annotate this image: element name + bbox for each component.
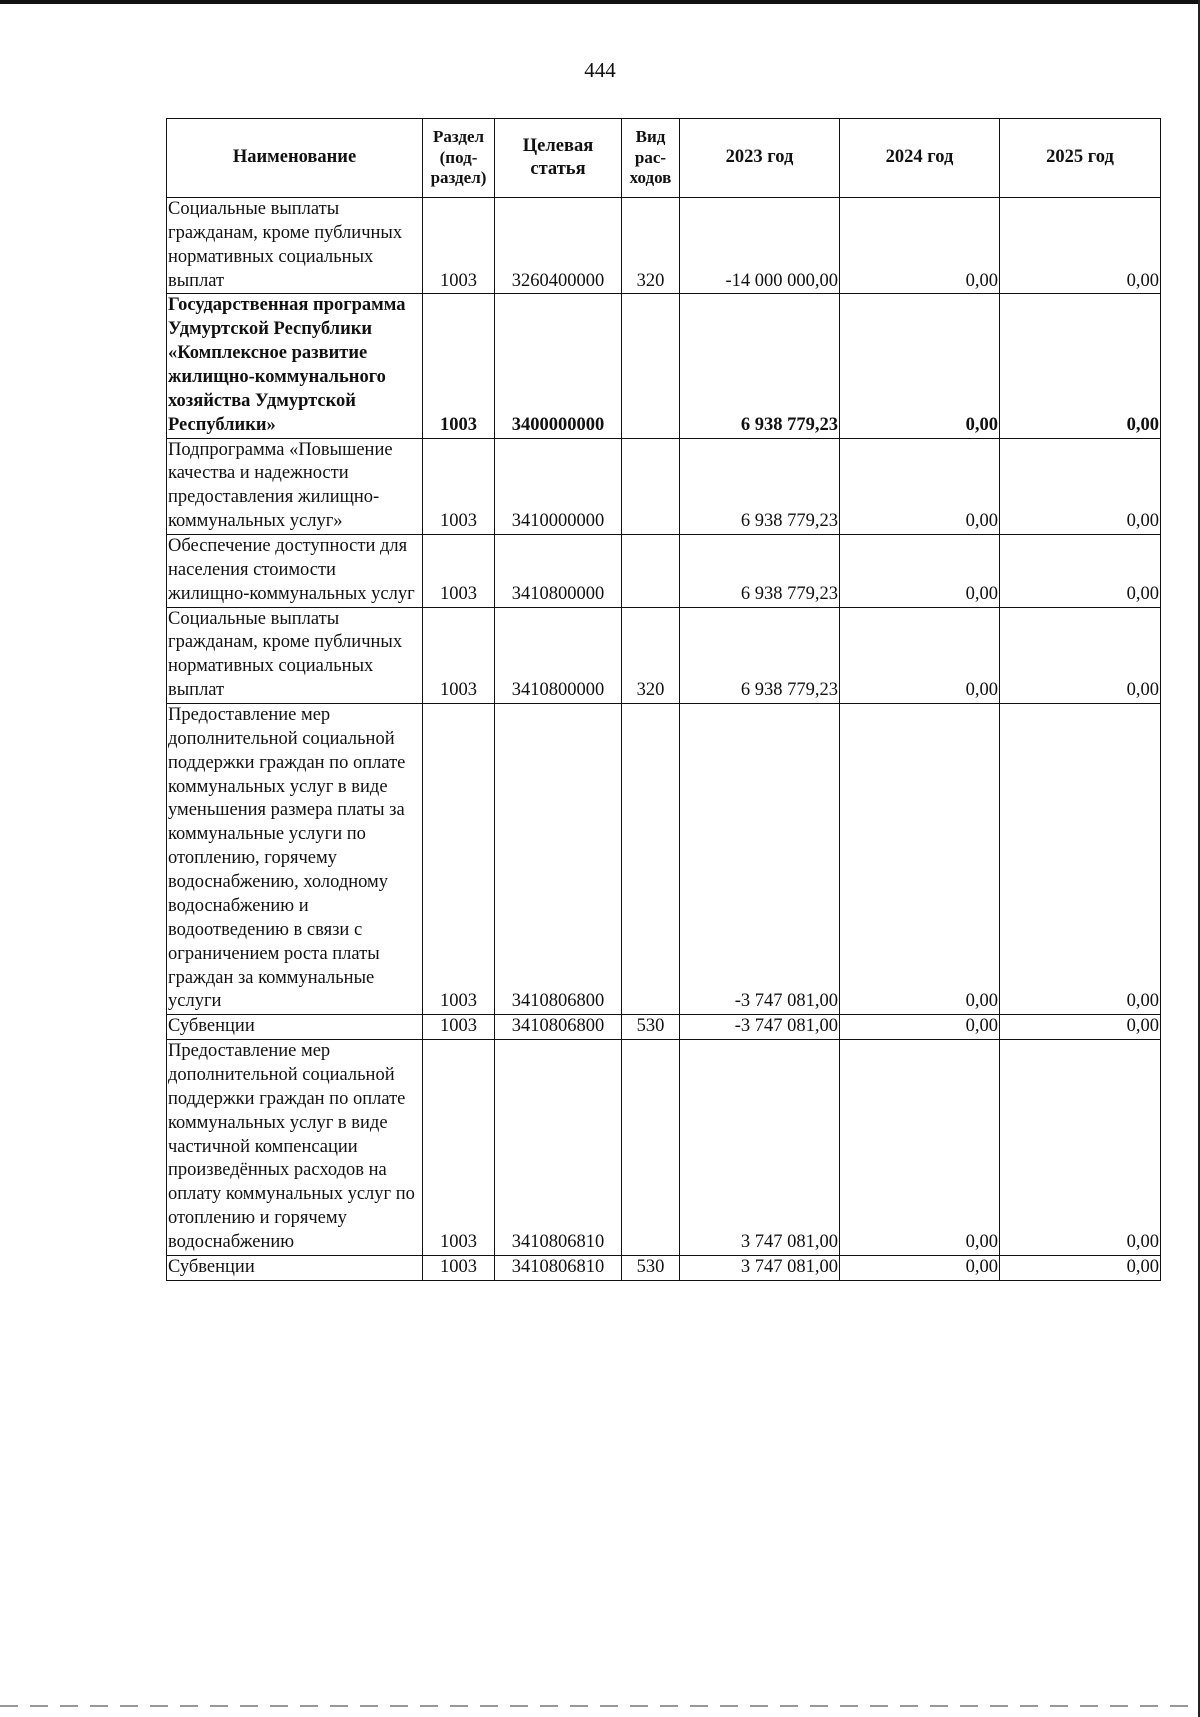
cell-2024: 0,00	[840, 1255, 1000, 1280]
table-row	[167, 1255, 1161, 1280]
cell-celevaya: 3410806800	[495, 1015, 622, 1040]
cell-name: Государственная программа Удмуртской Республики «Комплексное развитие жилищно-коммунального хозяйства Удмуртской Республики»	[167, 294, 423, 438]
cell-2025: 0,00	[1000, 607, 1161, 703]
cell-2023: 6 938 779,23	[680, 535, 840, 608]
cell-2023: 3 747 081,00	[680, 1255, 840, 1280]
table-row	[167, 1015, 1161, 1040]
header-vid: Вид рас-ходов	[622, 119, 680, 198]
cell-vid	[622, 535, 680, 608]
cell-name: Предоставление мер дополнительной социальной поддержки граждан по оплате коммунальных услуг в виде уменьшения размера платы за коммунальные услуги по отоплению, горячему водоснабжению, холодному водоснабжению и водоотведению в связи с ограничением роста платы граждан за коммунальные услуги	[167, 704, 423, 1015]
cell-razdel: 1003	[423, 535, 495, 608]
cell-name: Предоставление мер дополнительной социальной поддержки граждан по оплате коммунальных услуг в виде частичной компенсации произведённых расходов на оплату коммунальных услуг по отоплению и горячему водоснабжению	[167, 1040, 423, 1256]
cell-celevaya: 3410000000	[495, 438, 622, 534]
cell-razdel: 1003	[423, 1040, 495, 1256]
cell-name: Социальные выплаты гражданам, кроме публичных нормативных социальных выплат	[167, 607, 423, 703]
cell-razdel: 1003	[423, 438, 495, 534]
cell-2025: 0,00	[1000, 198, 1161, 294]
header-2025: 2025 год	[1000, 119, 1161, 198]
cell-name: Субвенции	[167, 1015, 423, 1040]
header-celevaya: Целевая статья	[495, 119, 622, 198]
table-header-row	[167, 119, 1161, 198]
cell-2023: 6 938 779,23	[680, 607, 840, 703]
cell-vid	[622, 438, 680, 534]
cell-name: Социальные выплаты гражданам, кроме публичных нормативных социальных выплат	[167, 198, 423, 294]
page-number: 444	[584, 58, 616, 82]
header-name: Наименование	[167, 119, 423, 198]
cell-razdel: 1003	[423, 1255, 495, 1280]
cell-2024: 0,00	[840, 294, 1000, 438]
cell-2024: 0,00	[840, 1040, 1000, 1256]
cell-2024: 0,00	[840, 438, 1000, 534]
cell-2025: 0,00	[1000, 1255, 1161, 1280]
cell-vid: 320	[622, 198, 680, 294]
cell-razdel: 1003	[423, 1015, 495, 1040]
cell-2025: 0,00	[1000, 1040, 1161, 1256]
cell-2025: 0,00	[1000, 294, 1161, 438]
cell-2023: 6 938 779,23	[680, 294, 840, 438]
cell-2025: 0,00	[1000, 1015, 1161, 1040]
cell-2025: 0,00	[1000, 438, 1161, 534]
budget-table	[166, 118, 1161, 1281]
cell-vid	[622, 294, 680, 438]
table-row	[167, 294, 1161, 438]
cell-vid: 320	[622, 607, 680, 703]
scan-border-top	[0, 0, 1200, 4]
header-2024: 2024 год	[840, 119, 1000, 198]
cell-2023: -3 747 081,00	[680, 1015, 840, 1040]
table-body	[167, 198, 1161, 1281]
header-2023: 2023 год	[680, 119, 840, 198]
cell-2024: 0,00	[840, 1015, 1000, 1040]
cell-celevaya: 3410800000	[495, 535, 622, 608]
cell-2025: 0,00	[1000, 704, 1161, 1015]
cell-2023: 6 938 779,23	[680, 438, 840, 534]
cell-2024: 0,00	[840, 198, 1000, 294]
cell-2023: -3 747 081,00	[680, 704, 840, 1015]
cell-2024: 0,00	[840, 704, 1000, 1015]
cell-2023: 3 747 081,00	[680, 1040, 840, 1256]
cell-vid: 530	[622, 1015, 680, 1040]
table-row	[167, 704, 1161, 1015]
cell-razdel: 1003	[423, 607, 495, 703]
cell-celevaya: 3400000000	[495, 294, 622, 438]
header-razdel: Раздел (под-раздел)	[423, 119, 495, 198]
table-row	[167, 607, 1161, 703]
cell-razdel: 1003	[423, 294, 495, 438]
table-row	[167, 535, 1161, 608]
cell-celevaya: 3410800000	[495, 607, 622, 703]
cell-2025: 0,00	[1000, 535, 1161, 608]
cell-2024: 0,00	[840, 607, 1000, 703]
cell-name: Субвенции	[167, 1255, 423, 1280]
cell-name: Обеспечение доступности для населения стоимости жилищно-коммунальных услуг	[167, 535, 423, 608]
cell-name: Подпрограмма «Повышение качества и надежности предоставления жилищно-коммунальных услуг»	[167, 438, 423, 534]
cell-razdel: 1003	[423, 704, 495, 1015]
cell-2024: 0,00	[840, 535, 1000, 608]
cell-vid	[622, 704, 680, 1015]
table-row	[167, 1040, 1161, 1256]
cell-razdel: 1003	[423, 198, 495, 294]
cell-vid: 530	[622, 1255, 680, 1280]
cell-vid	[622, 1040, 680, 1256]
cell-celevaya: 3410806800	[495, 704, 622, 1015]
scan-border-bottom	[0, 1705, 1200, 1707]
cell-celevaya: 3410806810	[495, 1255, 622, 1280]
cell-celevaya: 3410806810	[495, 1040, 622, 1256]
table-row	[167, 198, 1161, 294]
table-row	[167, 438, 1161, 534]
cell-celevaya: 3260400000	[495, 198, 622, 294]
cell-2023: -14 000 000,00	[680, 198, 840, 294]
